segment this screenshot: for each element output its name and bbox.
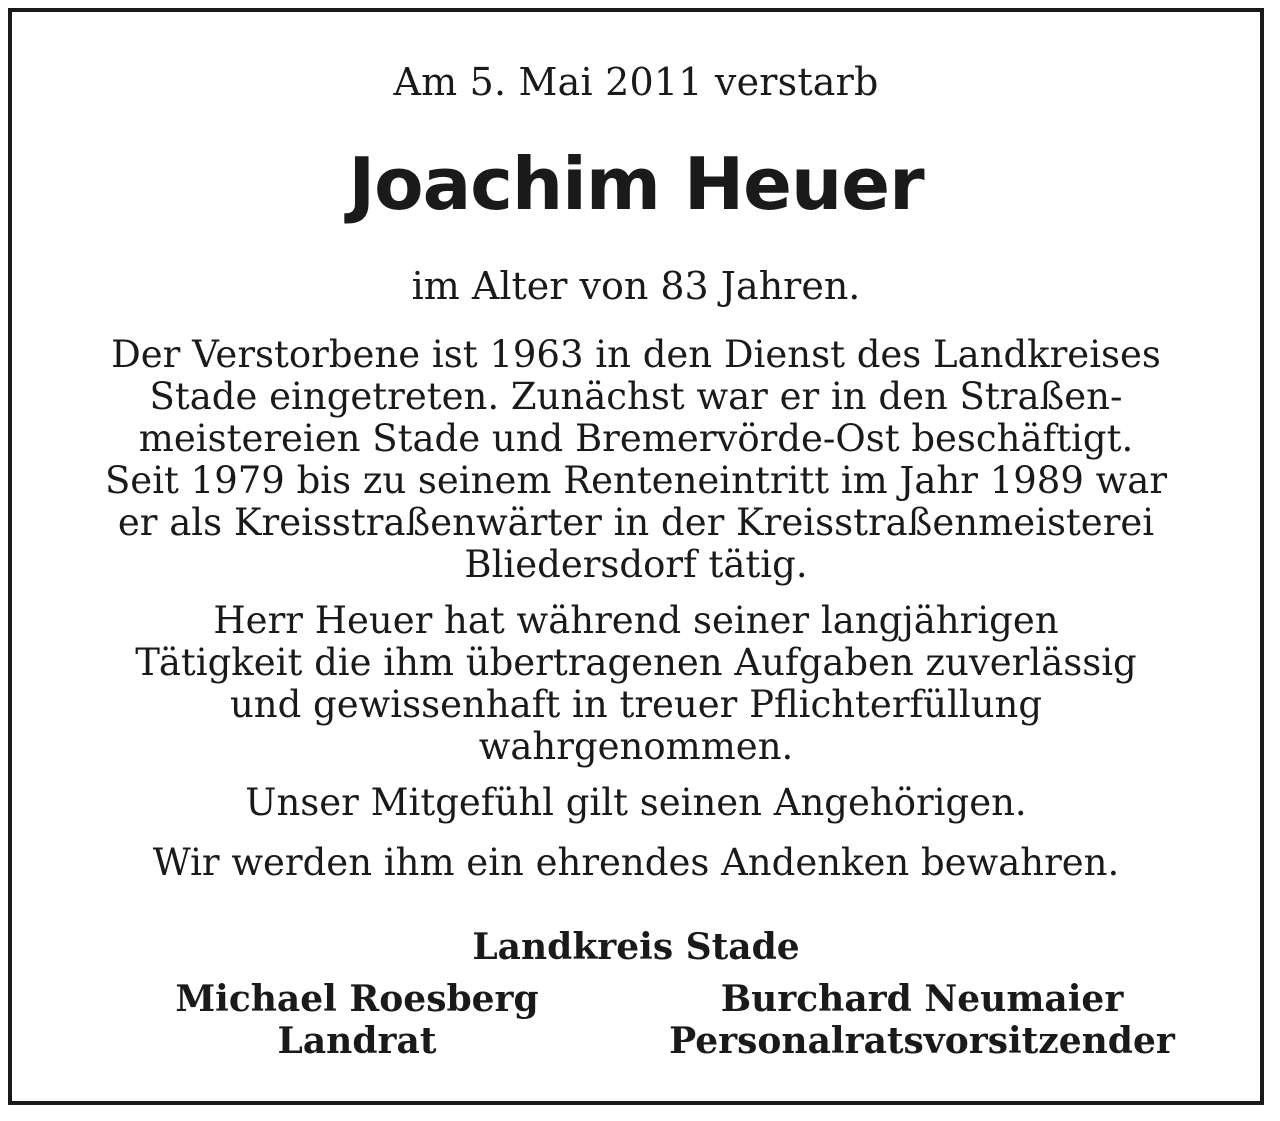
text-line: Herr Heuer hat während seiner langjährigen <box>213 599 1059 642</box>
deceased-name: Joachim Heuer <box>348 142 924 226</box>
text-line: Der Verstorbene ist 1963 in den Dienst des Landkreises <box>111 333 1161 376</box>
text-line: Wir werden ihm ein ehrendes Andenken bewahren. <box>152 841 1120 884</box>
remembrance-paragraph <box>12 842 1260 884</box>
age-line: im Alter von 83 Jahren. <box>411 264 861 308</box>
signer-right <box>632 978 1212 1062</box>
death-date-intro: Am 5. Mai 2011 verstarb <box>393 60 879 104</box>
text-line: Stade eingetreten. Zunächst war er in den Straßen- <box>149 375 1123 418</box>
signer-title: Landrat <box>277 1020 437 1062</box>
signer-name: Burchard Neumaier <box>720 978 1124 1020</box>
organization-name: Landkreis Stade <box>472 926 800 968</box>
signer-title: Personalratsvorsitzender <box>669 1020 1175 1062</box>
obituary-notice <box>8 8 1264 1105</box>
tribute-paragraph <box>12 600 1260 768</box>
text-line: er als Kreisstraßenwärter in der Kreisstraßenmeisterei <box>117 501 1155 544</box>
career-paragraph <box>12 334 1260 586</box>
text-line: Unser Mitgefühl gilt seinen Angehörigen. <box>245 781 1027 824</box>
text-line: und gewissenhaft in treuer Pflichterfüllung <box>229 683 1043 726</box>
text-line: Bliedersdorf tätig. <box>464 543 808 586</box>
text-line: Tätigkeit die ihm übertragenen Aufgaben zuverlässig <box>135 641 1137 684</box>
text-line: wahrgenommen. <box>478 725 794 768</box>
condolence-paragraph <box>12 782 1260 824</box>
signer-name: Michael Roesberg <box>175 978 539 1020</box>
text-line: Seit 1979 bis zu seinem Renteneintritt im Jahr 1989 war <box>104 459 1168 502</box>
text-line: meistereien Stade und Bremervörde-Ost beschäftigt. <box>138 417 1134 460</box>
signer-left <box>112 978 602 1062</box>
